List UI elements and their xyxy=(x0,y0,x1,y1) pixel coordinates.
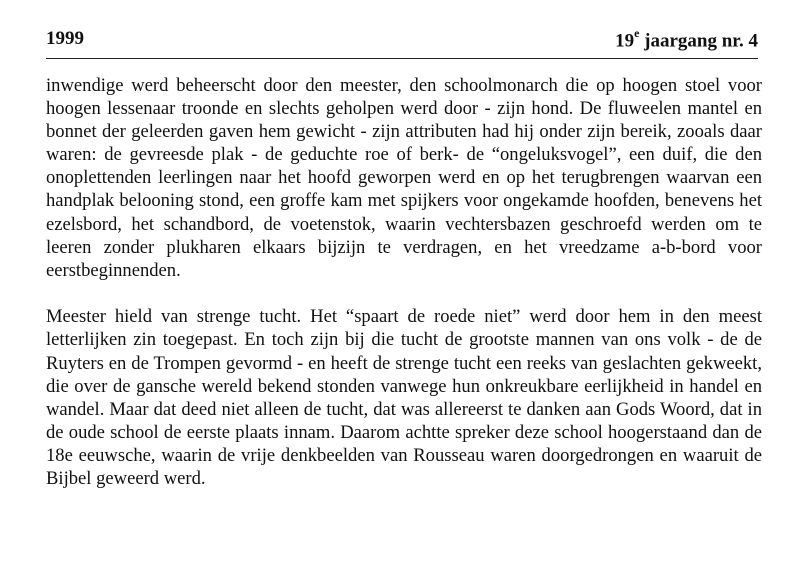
paragraph-2: Meester hield van strenge tucht. Het “spaart de roede niet” werd door hem in den meest letterlijken zin toegepast. En toch zijn bij die tucht de grootste mannen van ons volk - de de Ruyters en de Trompen gevormd - en heeft de strenge tucht een reeks van geslachten gekweekt, die over de gansche wereld bekend stonden vanwege hun onkreukbare eerlijkheid in handel en wandel. Maar dat deed niet alleen de tucht, dat was allereerst te danken aan Gods Woord, dat in de oude school de eerste plaats innam. Daarom achtte spreker deze school hoogerstaand dan de 18e eeuwsche, waarin de vrije denkbeelden van Rousseau waren doorgedrongen en waaruit de Bijbel geweerd werd. xyxy=(46,306,762,489)
page-header xyxy=(46,28,758,59)
article-body xyxy=(46,74,762,490)
paragraph-1: inwendige werd beheerscht door den meester, den schoolmonarch die op hoogen stoel voor hoogen lessenaar troonde en slechts geholpen werd door - zijn hond. De fluweelen mantel en bonnet der geleerden gaven hem gewicht - zijn attributen had hij onder zijn bereik, zooals daar waren: de gevreesde plak - de geduchte roe of berk- de “ongeluksvogel”, een duif, die den onoplettenden leerlingen naar het hoofd geworpen werd en op het terugbrengen waarvan een handplak belooning stond, een groffe kam met spijkers voor ongekamde hoofden, benevens het ezelsbord, het schandbord, de voetenstok, waarin vechtersbazen geschroefd werden om te leeren zonder plukharen elkaars bijzijn te verdragen, en het vreedzame a-b-bord voor eerstbeginnenden. xyxy=(46,75,762,281)
header-year: 1999 xyxy=(46,28,84,49)
issue-number: 19 xyxy=(615,30,635,52)
header-issue xyxy=(615,28,758,52)
issue-label: jaargang nr. 4 xyxy=(639,30,758,52)
issue-superscript: e xyxy=(634,26,640,40)
